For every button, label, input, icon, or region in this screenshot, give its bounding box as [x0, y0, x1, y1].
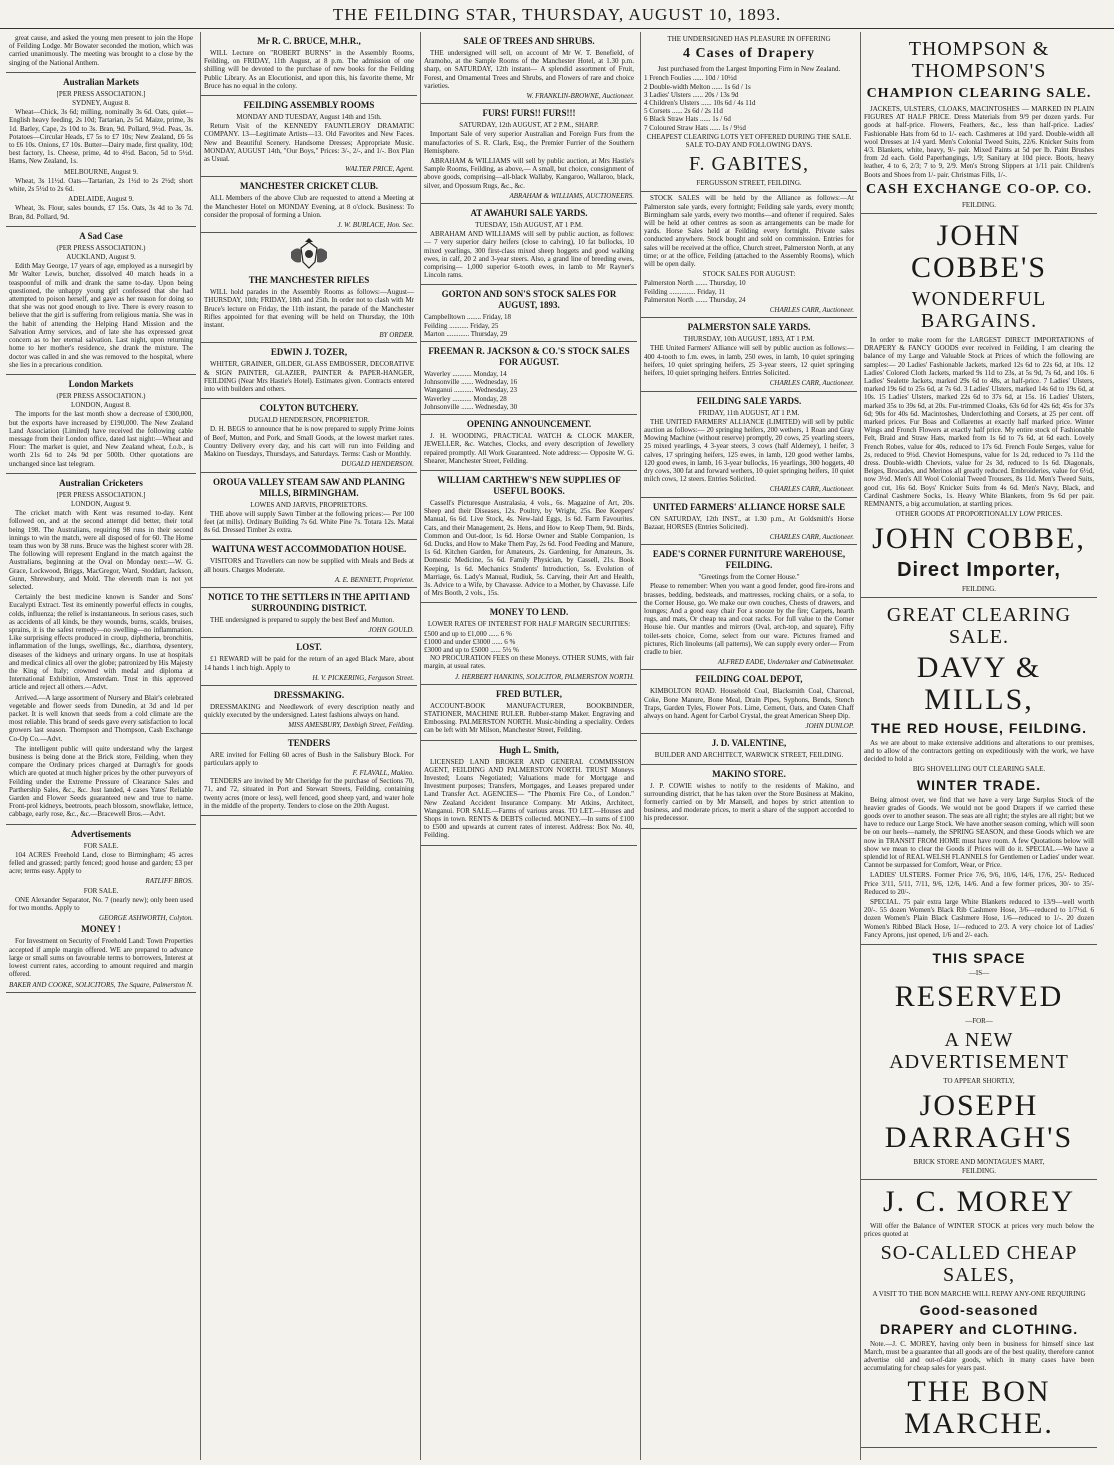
money-lend-title: MONEY TO LEND. — [489, 607, 569, 618]
sydney-dateline: SYDNEY, August 8. — [72, 99, 130, 108]
butchery-advt — [201, 399, 417, 472]
dressmaking-title: DRESSMAKING. — [273, 689, 345, 700]
column-adverts-1 — [200, 32, 417, 1460]
separator-signature: GEORGE ASHWORTH, Colyton. — [99, 914, 193, 923]
drapery-item: 5 Corsets ...... 2s 6d / 2s 11d — [644, 107, 723, 116]
masthead: THE FEILDING STAR, THURSDAY, AUGUST 10, 1893. — [0, 4, 1114, 29]
freeman-line: Johnsonville ....... Wednesday, 16 — [424, 378, 518, 387]
furs-date: SATURDAY, 12th AUGUST, AT 2 P.M., SHARP. — [459, 121, 599, 130]
furs-auction-text: ABRAHAM & WILLIAMS will sell by public auction, at Mrs Hastie's Sample Rooms, Feilding, as above,— A small, but choice, consignment of above goods, comprising—all-black Wallaby, Kangaroo, Wallaroo, black, silver, and Opossum Rugs, &c., &c. — [424, 157, 634, 190]
thompson-text: JACKETS, ULSTERS, CLOAKS, MACINTOSHES — MARKED IN PLAIN FIGURES AT HALF PRICE. Dress Materials from 9/9 per dozen yards. Fur goods at half-price. Flowers, Feathers, &c., less than half-price. Ladies' Fashionable Hats from 6d to 1/- each. Cashmeres at 10d yard. Double-width all wool Dresses at 1/4 yard. Men's Colonial Tweed Suits, 22/6. Knicker Suits from 4/3. Blankets, white, heavy, 9/- pair. Mixed Paints at 5d per lb. Paint Brushes from 2d each. Gold Paperhangings, 1/9; Sanitary at 10d piece. Boots, heavy leather, 4 to 6, 2/3; 7 to 9, 2/9. Men's Strong Slippers at 1/11 pair. Children's Boots and Shoes from 1/- pair. Christmas Fills, 1/-. — [864, 105, 1094, 179]
cricketers-source: [PER PRESS ASSOCIATION.] — [56, 490, 146, 499]
tenders-text: ARE invited for Felling 60 acres of Bush in the Salisbury Block. For particulars apply to — [204, 750, 414, 767]
butler-title: FRED BUTLER, — [495, 688, 562, 699]
furs-title: FURS! FURS!! FURS!!! — [482, 108, 576, 119]
sydney-markets-text: Wheat—Chick, 3s 6d; milling, nominally 3s 6d. Oats, quiet—English heavy feeding, 2s 10d; Tartarian, 2s 5d. Maize, prime, 3s 1d. Barley, Cape, 2s 10d to 3s. Bran, 9d. Pollard, 9½d. Peas, 3s. Potatoes—Circular Heads, £7 5s to £7 10s; New Zealand, £6 5s to £6 10s. Onions, £7 10s. Butter—Dairy made, first quality, 10d; best factory, 1s. Cheese, prime, 4d to 4½d. Bacon, 5d to 5½d. Hams, New Zealand, 1s. — [9, 108, 193, 166]
thompson-title: THOMPSON & THOMPSON'S — [908, 38, 1050, 82]
for-sale-heading-2: FOR SALE. — [83, 886, 119, 895]
assembly-dates: MONDAY AND TUESDAY, August 14th and 15th. — [236, 113, 382, 122]
palmerston-title: PALMERSTON SALE YARDS. — [687, 322, 811, 333]
london-markets-title: London Markets — [68, 378, 134, 389]
waituna-advt — [201, 540, 417, 588]
australian-markets-title: Australian Markets — [63, 76, 139, 87]
cash-exchange-place: FEILDING. — [961, 200, 997, 209]
smith-title: Hugh L. Smith, — [499, 744, 559, 755]
rifles-signature: BY ORDER. — [379, 331, 414, 340]
davy-mills-title: DAVY & MILLS, — [916, 650, 1042, 716]
freeman-sales-advt — [421, 342, 637, 415]
sad-case-source: (PER PRESS ASSOCIATION.) — [56, 243, 146, 252]
carthew-advt — [421, 471, 637, 603]
advertisements-section — [6, 825, 196, 993]
cobbe-2-title: JOHN COBBE, — [872, 521, 1086, 555]
space-reserved: RESERVED — [894, 980, 1064, 1014]
carthew-title: WILLIAM CARTHEW'S NEW SUPPLIES OF USEFUL BOOKS. — [437, 474, 621, 496]
freeman-line: Wanganui ........... Wednesday, 23 — [424, 386, 517, 395]
money-advt: For Investment on Security of Freehold Land: Town Properties accepted if ample margin offered. WE are prepared to advance large or small sums on favourable terms to borrowers, Interest at lowest current rates, according to amount required and margin offered. — [9, 937, 193, 979]
adelaide-dateline: ADELAIDE, August 9. — [68, 195, 134, 204]
space-title: THIS SPACE — [932, 949, 1026, 966]
morey-good: Good-seasoned — [919, 1301, 1039, 1318]
darragh-place: FEILDING. — [961, 1166, 997, 1175]
butchery-signature: DUGALD HENDERSON. — [341, 460, 414, 469]
davy-mills-big: BIG SHOVELLING OUT CLEARING SALE. — [912, 765, 1046, 774]
lost-advt — [201, 638, 417, 686]
horse-sale-signature: CHARLES CARR, Auctioneer. — [769, 532, 854, 541]
thompson-sub: CHAMPION CLEARING SALE. — [866, 86, 1092, 101]
darragh-title: JOSEPH DARRAGH'S — [884, 1088, 1074, 1154]
furs-signature: ABRAHAM & WILLIAMS, AUCTIONEERS. — [509, 191, 634, 200]
column-news — [6, 32, 196, 1460]
rifles-text: WILL hold parades in the Assembly Rooms as follows:—August—THURSDAY, 10th; FRIDAY, 18th and 25th. In order not to clash with Mr Bruce's lecture on Friday, the 11th instant, the parade of the Manchester Rifles appointed for that evening will be held on Thursday, the 10th instant. — [204, 288, 414, 330]
freeman-line: Waverley ........... Monday, 14 — [424, 370, 507, 379]
morey-note: Note.—J. C. MOREY, having only been in business for himself since last March, must be a guarantee that all goods are of the best quality, therefore cannot advertise old and out-of-date goods, which in many cases have been accumulating for cheap sales for years past. — [864, 1339, 1094, 1373]
tenders-2-text: TENDERS are invited by Mr Cheridge for the purchase of Sections 70, 71, and 72, situated in Port and Stewart Streets, Feilding, containing twenty acres (more or less), well fenced, good sheep yard, and water hole in the middle of the property. Tenders to close on the 20th August. — [204, 777, 414, 810]
tenders-signature: F. FLAVALL, Makino. — [352, 768, 414, 777]
bon-marche-title: THE BON MARCHE. — [904, 1375, 1054, 1441]
furs-sale-advt — [421, 104, 637, 204]
lodge-report-text: great cause, and asked the young men present to join the Hope of Feilding Lodge. Mr Bowater seconded the motion, which was carried unanimously. The meeting was brought to a close by the singing of the National Anthem. — [9, 34, 193, 67]
morey-text: Will offer the Balance of WINTER STOCK at prices very much below the prices quoted at — [864, 1221, 1094, 1239]
davy-mills-sub: THE RED HOUSE, FEILDING. — [870, 719, 1088, 736]
saw-mill-text: THE above will supply Sawn Timber at the following prices:— Per 100 feet (at mills). Ordinary Building 7s 6d. White Pine 7s. Totara 12s. Matai 8s 6d. Dressed Timber 2s extra. — [204, 509, 414, 535]
feilding-sale-date: FRIDAY, 11th AUGUST, AT 1 P.M. — [698, 408, 800, 417]
eade-text: Please to remember: When you want a good fender, good fire-irons and brasses, bedding, bedsteads, and mattresses, rocking chairs, or a sofa, to the Corner House, go. We make our own couches, Chests of drawers, and lounges; And a good easy chair For a snooze by the fire; Carpets, hearth rugs, and mats, Or cheap tea and coat racks. For full value to the Corner House hie. Our mantles and mirrors (Oval, arch-top, and square), Fifty toilet-sets choice, Come, select from our ware. Pictures framed and pictures, Rich linoleums (all patterns), We can supply every order— From cradle to bier. — [644, 582, 854, 656]
settlers-signature: JOHN GOULD. — [368, 626, 414, 635]
money-lend-text: NO PROCURATION FEES on these Moneys. OTHER SUMS, with fair margin, at usual rates. — [424, 654, 634, 671]
drapery-item: 7 Coloured Straw Hats ...... 1s / 9½d — [644, 123, 746, 132]
dressmaking-advt — [201, 686, 417, 734]
assembly-signature: WALTER PRICE, Agent. — [345, 165, 414, 174]
drapery-top: THE UNDERSIGNED HAS PLEASURE IN OFFERING — [667, 35, 831, 43]
palmerston-signature: CHARLES CARR, Auctioneer. — [769, 379, 854, 388]
assembly-text: Return Visit of the KENNEDY FAUNTLEROY DRAMATIC COMPANY. 13—Legitimate Artists—13. Old Favorites and New Faces. New and Beautiful Scenery. Handsome Dresses; Appropriate Music. MONDAY, AUGUST 14th, "Our Boys," Prices: 3/-, 2/-, and 1/-. Box Plan as Usual. — [204, 122, 414, 164]
saw-mill-title: OROUA VALLEY STEAM SAW AND PLANING MILLS, BIRMINGHAM. — [213, 476, 405, 498]
money-lend-signature: J. HERBERT HANKINS, SOLICITOR, PALMERSTON NORTH. — [455, 672, 634, 681]
drapery-item: 4 Children's Ulsters ...... 10s 6d / 4s 11d — [644, 99, 756, 108]
london-markets-source: (PER PRESS ASSOCIATION.) — [56, 391, 146, 400]
trees-sale-signature: W. FRANKLIN-BROWNE, Auctioneer. — [526, 92, 634, 101]
gabites-title: F. GABITES, — [689, 153, 809, 176]
valentine-text: BUILDER AND ARCHITECT, WARWICK STREET, FEILDING. — [654, 751, 844, 760]
drapery-sub: Just purchased from the Largest Importing Firm in New Zealand. — [657, 65, 841, 74]
dressmaking-signature: MISS AMESBURY, Denbigh Street, Feilding. — [288, 721, 414, 730]
eade-sub: "Greetings from the Corner House." — [698, 573, 800, 582]
space-new: A NEW ADVERTISEMENT — [889, 1029, 1069, 1074]
stock-line: Palmerston North ....... Thursday, 10 — [644, 279, 746, 288]
feilding-sale-advt — [641, 392, 857, 498]
morey-drapery: DRAPERY and CLOTHING. — [879, 1320, 1079, 1337]
australian-markets — [6, 73, 196, 227]
furs-text: Important Sale of very superior Australian and Foreign Furs from the manufactories of S. R. Clark, Esq., the Premier Furrier of the Southern Hemisphere. — [424, 130, 634, 155]
cobbe-2-place: FEILDING. — [961, 584, 997, 593]
feilding-sale-signature: CHARLES CARR, Auctioneer. — [769, 485, 854, 494]
drapery-item: 6 Black Straw Hats ...... 1s / 6d — [644, 115, 731, 124]
awahuri-sale-advt — [421, 204, 637, 285]
bruce-title: Mr R. C. BRUCE, M.H.R., — [257, 36, 361, 46]
lost-text: £1 REWARD will be paid for the return of an aged Black Mare, about 14 hands 1 inch high. Apply to — [204, 655, 414, 672]
winter-special: SPECIAL. 75 pair extra large White Blankets reduced to 13/9—well worth 20/-. 55 dozen Women's Black Rib Cashmere Hose, 3/6—reduced to 1/7½d. 6 dozen Women's Plain Black Cashmere Hose, 1/6—reduced to 1/-. 20 dozen Women's Ribbed Black Hose, 1/—reduced to 2/3. A very choice lot of Ladies' Fancy Aprons, just opened, 1/6 and 2/- each. — [864, 897, 1094, 939]
rifles-advt — [201, 233, 417, 343]
smith-advt — [421, 741, 637, 846]
makino-title: MAKINO STORE. — [712, 768, 786, 779]
gorton-line: Campbelltown ........ Friday, 18 — [424, 313, 512, 322]
money-signature: BAKER AND COOKE, SOLICITORS, The Square, Palmerston N. — [9, 980, 194, 989]
cobbe-sub: WONDERFUL BARGAINS. — [911, 288, 1047, 333]
feilding-sale-title: FEILDING SALE YARDS. — [696, 395, 802, 406]
settlers-notice — [201, 588, 417, 638]
winter-trade-title: WINTER TRADE. — [916, 776, 1042, 793]
cricket-club-text: ALL Members of the above Club are requested to attend a Meeting at the Manchester Hotel on MONDAY Evening, at 8 o'clock. Business: To consider the proposal of forming a Union. — [204, 194, 414, 219]
drapery-item: 1 French Foulies ...... 10d / 10½d — [644, 74, 737, 83]
london-markets-text: The imports for the last month show a decrease of £300,000, but the exports have increased by £190,000. The New Zealand Land Association (Limited) have received the following cable message from their London office, dated last night:—Wheat and Flour: The market is quiet, and New Zealand wheat, f.o.b., is worth 21s 6d to 24s 9d per 500lb. Other quotations are unchanged since last telegram. — [9, 410, 193, 468]
money-lend-rate: £3000 and up to £5000 ...... 5½ % — [424, 645, 519, 654]
gorton-sales-advt — [421, 285, 637, 342]
eade-title: EADE'S CORNER FURNITURE WAREHOUSE, FEILDING. — [652, 549, 846, 571]
stock-line: Feilding ............... Friday, 11 — [644, 287, 726, 296]
coal-depot-title: FEILDING COAL DEPOT, — [695, 674, 803, 685]
settlers-text: THE undersigned is prepared to supply the best Beef and Mutton. — [210, 615, 395, 624]
morey-advt — [861, 1180, 1097, 1448]
seeds-advt: Arrived.—A large assortment of Nursery and Blair's celebrated vegetable and flower seeds from Dunedin, at 3d and 1d per packet. It is well known that seeds from a cold climate are the most reliable. This brand of seeds gave every satisfaction to local growers last season. Thompson and Thompson, Cash Exchange Co-Op Co.—Advt. — [9, 693, 193, 743]
for-sale-heading: FOR SALE. — [83, 841, 119, 850]
horse-sale-title: UNITED FARMERS' ALLIANCE HORSE SALE — [652, 501, 846, 512]
great-clearing-title: GREAT CLEARING SALE. — [886, 603, 1072, 648]
sad-case-text: Edith May George, 17 years of age, employed as a nursegirl by Mr Walter Lewis, butcher, dissolved 40 match heads in a teaspoonful of milk and drank the same to-day. Upon being questioned, the unhappy young girl confessed that she had attempted to poison herself, and gave as her reason for doing so that she was not good enough to live. There is every reason to believe that the girl is suffering from religious mania. She was in the habit of attending the Helping Hand Mission and the Salvation Army services, and of late she has expressed great concern as to her eternal salvation. Last night, upon returning home to her mother's residence, she drank the mixture. The doctor was called in and she was removed to the hospital, where she lies in a precarious condition. — [9, 262, 193, 369]
wooding-advt — [421, 415, 637, 471]
valentine-advt — [641, 734, 857, 764]
settlers-title: NOTICE TO THE SETTLERS IN THE APITI AND SURROUNDING DISTRICT. — [208, 591, 410, 613]
cricket-club-advt — [201, 177, 417, 233]
sad-case-article — [6, 227, 196, 375]
money-lend-rate: £1000 and under £3000 ...... 6 % — [424, 637, 516, 646]
waituna-title: WAITUNA WEST ACCOMMODATION HOUSE. — [211, 544, 407, 555]
lodge-report — [6, 32, 196, 73]
morey-cheap: SO-CALLED CHEAP SALES, — [880, 1242, 1078, 1287]
advertisements-title: Advertisements — [71, 828, 131, 839]
feilding-sale-text: THE UNITED FARMERS' ALLIANCE (LIMITED) will sell by public auction as follows:— 20 springing heifers, 200 wethers, 1 Roan and Gray Mowing Machine (without reserve) promptly, 20 cows, 25 yearling steers, 25 mixed yearlings, 4 3-year steers, 3 cows (half Alderney), 1 heifer, 3 calves, 17 springing heifers, 125 ewes, in lamb, 120 good wether lambs, 120 good ewes, in lamb, 16 3-year bullocks, 16 yearlings, 300 hoggets, 40 dry cows, 300 fat and forward wethers, 10 quiet springing heifers, 10 quiet milch cows, 12 steers. Entries Solicited. — [644, 417, 854, 484]
davy-mills-advt — [861, 598, 1097, 945]
acres-signature: RATLIFF BROS. — [145, 877, 193, 886]
waituna-signature: A. E. BENNETT, Proprietor. — [334, 575, 414, 584]
palmerston-sale-advt — [641, 318, 857, 391]
cobbe-title: JOHN COBBE'S — [910, 219, 1048, 285]
saw-mill-owners: LOWES AND JARVIS, PROPRIETORS. — [250, 500, 368, 509]
trees-sale-text: THE undersigned will sell, on account of Mr W. T. Benefield, of Aramoho, at the Sample Rooms of the Manchester Hotel, at 1.30 p.m. sharp, on SATURDAY, 12th instant— A splendid assortment of Fruit, Forest, and Ornamental Trees and Shrubs, and Flowers of rare and choice varieties. — [424, 49, 634, 90]
stock-august-heading: STOCK SALES FOR AUGUST: — [702, 270, 796, 279]
space-is: —IS— — [968, 968, 990, 977]
awahuri-date: TUESDAY, 15th AUGUST, AT 1 P.M. — [475, 221, 583, 230]
money-lend-advt — [421, 603, 637, 684]
sanders-advt: Certainly the best medicine known is Sander and Sons' Eucalypti Extract. Test its eminently powerful effects in coughs, colds, influenza; the relief is instantaneous. In serious cases, such as accidents of all kinds, be they wounds, burns, scalds, bruises, sprains, it is the safest remedy—no swelling—no inflammation. Like surprising effects produced in croup, diphtheria, bronchitis, inflammation of the lungs, swellings, &c., diarrhœa, dysentery, diseases of the kidneys and urinary organs. In use at hospitals and medical clinics all over the globe; patronized by His Majesty the King of Italy; crowned with medal and diploma at International Exhibition, Amsterdam. Trust in this approved article and reject all others.—Advt. — [9, 593, 193, 692]
tenders-title: TENDERS — [287, 737, 331, 748]
acres-advt: 104 ACRES Freehold Land, close to Birmingham; 45 acres felled and grassed; partly fenced; good house and garden; £3 per acre; terms easy. Apply to — [9, 850, 193, 876]
butchery-text: D. H. BEGS to announce that he is now prepared to supply Prime Joints of Beef, Mutton, and Pork, and Small Goods, at the lowest market rates. Country Delivery every day, and his cart will run into Feilding and Makino on Tuesdays, Thursdays, and Saturdays. Terms: Cash or Monthly. — [204, 425, 414, 459]
carthew-text: Cassell's Picturesque Australasia, 4 vols., 6s. Magazine of Art, 20s. Sheep and their Diseases, 12s. Poultry, by Wright, 25s. Bee Keepers' Manual, 6s 6d. Live Stock, 4s. New-laid Eggs, 1s 6d. Farm Favourites. Cats, and their Management, 2s. Hens, and How to Keep Them, 9d. Birds, Common and Out-door, 1s 6d. Horse Owner and Stable Companion, 1s 6d. Ducks, and How to Make Them Pay, 2s 6d. Food Feeding and Manure, 1s 6d. Kitchen Garden, for Amateurs, 2s. Gardening, for Amateurs, 3s. Domestic Medicine, 5s 6d. Family Physician, by Cassell, 21s. Book Keeping, 1s 6d. Mechanics Students' Introduction, 5s. Evolution of Marriage, 6s. Lady's Manual, Rudiuk, 5s. Carving, their Art and Health, 3s. Advice to a Wife, by Chavasse. Advice to a Mother, by Chavasse. Life of Mrs Booth, 2 vols., 15s. — [424, 498, 634, 598]
sad-case-title: A Sad Case — [79, 230, 123, 241]
tenders-advt — [201, 734, 417, 816]
coal-depot-text: KIMBOLTON ROAD. Household Coal, Blacksmith Coal, Charcoal, Coke, Bone Manure, Bone Meal, Drain Pipes, Syphons, Bends, Stench Traps, Garden Tyles, Flower Pots. Lime, Cement, Oats, and Oaten Chaff always on hand. Agent for Carbol Crystal, the great American Sheep Dip. — [644, 687, 854, 720]
lost-signature: H. V. PICKERING, Ferguson Street. — [312, 673, 414, 682]
cricket-club-title: MANCHESTER CRICKET CLUB. — [239, 181, 379, 192]
space-appear: TO APPEAR SHORTLY, — [943, 1077, 1015, 1086]
cobbe-2-sub: Direct Importer, — [897, 558, 1061, 581]
gorton-title: GORTON AND SON'S STOCK SALES FOR AUGUST, 1893. — [441, 289, 617, 311]
money-heading: MONEY ! — [81, 924, 121, 935]
freeman-line: Johnsonville ....... Wednesday, 30 — [424, 402, 518, 411]
tozer-advt — [201, 343, 417, 399]
waituna-text: VISITORS and Travellers can now be supplied with Meals and Beds at all hours. Charges Moderate. — [204, 557, 414, 574]
column-large-adverts — [860, 32, 1097, 1460]
london-dateline: LONDON, August 8. — [71, 401, 131, 410]
melbourne-dateline: MELBOURNE, August 9. — [64, 167, 138, 176]
makino-advt — [641, 765, 857, 829]
space-for: —FOR— — [965, 1017, 993, 1026]
cricket-club-signature: J. W. BURLACE, Hon. Sec. — [337, 221, 414, 230]
australian-markets-source: [PER PRESS ASSOCIATION.] — [56, 89, 146, 98]
drapery-item: 3 Ladies' Ulsters ...... 20s / 13s 9d — [644, 90, 739, 99]
darragh-sub: BRICK STORE AND MONTAGUE'S MART, — [913, 1157, 1045, 1166]
darragh-advt: The intelligent public will quite understand why the largest business is being done at the Brick store, Feilding, when they compare the Ordinary prices charged at Darragh's for goods which are quoted at much higher prices by the other purveyors of Feilding under the Extreme Pressure of Clearance Sales and Parthership Sales, &c., &c. Just landed, 4 cases Yates' Reliable Garden and Flower Seeds guaranteed new and true to name. Front-prol kidneys, beetroots, peach blossom, snowflake, lettuce, cabbage, early rose, &c., &c.—Bracewell Bros.—Advt. — [9, 744, 193, 819]
assembly-title: FEILDING ASSEMBLY ROOMS — [243, 100, 375, 111]
palmerston-date: THURSDAY, 10th AUGUST, 1893, AT 1 P.M. — [683, 335, 815, 344]
alliance-stock-text: STOCK SALES will be held by the Alliance as follows:—At Palmerston sale yards, every fortnight; Feilding sale yards, every month; Birmingham sale yards, every two months—and oftener if required. Sales will be held at other centres as soon as arrangements can be made for yards. Horse Sales held at Feilding every fortnight. Private sales conducted anywhere. Stock bought and sold on commission. Entries for sales will be received at the office, Church street, Palmerston North, at any time; or at the office, Feilding (attached to the Assembly Rooms), which will be open daily. — [644, 194, 854, 269]
assembly-rooms-advt — [201, 96, 417, 177]
eade-signature: ALFRED EADE, Undertaker and Cabinetmaker. — [717, 658, 854, 667]
makino-text: J. P. COWIE wishes to notify to the residents of Makino, and surrounding district, that he has taken over the Store Business at Makino, formerly carried on by Mr Mansell, and hopes by strict attention to business, and moderate prices, to merit a share of the support accorded to his predecessor. — [644, 781, 854, 823]
bruce-lecture — [201, 32, 417, 96]
melbourne-markets-text: Wheat, 3s 11½d. Oats—Tartarian, 2s 1½d to 2s 2½d; short white, 2s 5½d to 2s 6d. — [9, 176, 193, 194]
horse-sale-advt — [641, 498, 857, 546]
separator-advt: ONE Alexander Separator, No. 7 (nearly new); only been used for two months. Apply to — [9, 895, 193, 913]
winter-trade-text: Being almost over, we find that we have a very large Surplus Stock of the heavier grades of Goods. We would not be good Drapers if we carried these goods over to another season. The seas are all right; the styles are all right; but we have to reduce our Large Stock. We have another season coming, which will soon be on our heels—namely, the SPRING SEASON, and these Goods which we are now in TRANSIT FROM HOME must have room. A few Quotations below will show we mean to clear the Goods if Prices will do it. SPECIAL.—We have a splendid lot of REAL WELSH FLANNELS for Gentlemen or Ladies' under wear. Cannot be surpassed for Comfort, Wear, or Price. — [864, 795, 1094, 870]
cobbe-advt — [861, 214, 1097, 598]
stock-line: Palmerston North ....... Thursday, 24 — [644, 295, 746, 304]
cricketers-article — [6, 474, 196, 825]
tozer-title: EDWIN J. TOZER, — [270, 347, 348, 358]
alliance-stock-advt — [641, 192, 857, 318]
money-lend-sub: LOWER RATES OF INTEREST FOR HALF MARGIN SECURITIES: — [427, 620, 631, 629]
butler-text: ACCOUNT-BOOK MANUFACTURER, BOOKBINDER, STATIONER, MACHINE RULER. Rubber-stamp Maker. Engraving and Embossing. PALMERSTON NORTH. Music-binding a speciality. Orders can be left with Mr Milson, Manchester Street, Feilding. — [424, 701, 634, 735]
lost-title: LOST. — [296, 642, 322, 653]
coal-depot-signature: JOHN DUNLOP. — [805, 722, 854, 731]
gabites-drapery-advt — [641, 32, 857, 192]
freeman-title: FREEMAN R. JACKSON & CO.'S STOCK SALES FOR AUGUST. — [428, 346, 630, 368]
london-markets — [6, 375, 196, 474]
valentine-title: J. D. VALENTINE, — [711, 738, 787, 749]
horse-sale-text: ON SATURDAY, 12th INST., at 1.30 p.m., At Goldsmith's Horse Bazaar, HORSES (Entries Solicited). — [644, 514, 854, 531]
stock-signature: CHARLES CARR, Auctioneer. — [769, 306, 854, 315]
rifles-title: THE MANCHESTER RIFLES — [248, 275, 370, 286]
trees-sale-title: SALE OF TREES AND SHRUBS. — [463, 36, 595, 46]
awahuri-title: AT AWAHURI SALE YARDS. — [470, 208, 588, 219]
saw-mill-advt — [201, 473, 417, 541]
gorton-line: Feilding ........... Friday, 25 — [424, 321, 499, 330]
smith-text: LICENSED LAND BROKER AND GENERAL COMMISSION AGENT, FEILDING AND PALMERSTON NORTH. TRUST Moneys Invested; Loans Negotiated; Valuations made for Mortgage and Investment purposes; Transfers, Mortgages, and Leases prepared under Land Transfer Act. AGENCIES— "The Phœnix Fire Co., of London." New Zealand Accident Insurance Company. Mr Atkins, Architect, Wanganui. FOR SALE.—Farms of various areas. TO LET.—Houses and Shops in town. RENTS & DEBTS collected. MONEY.—In sums of £100 to £500 and upwards at current rates of interest. Address: Box No. 40, Feilding. — [424, 757, 634, 840]
drapery-item: 2 Double-width Melton ...... 1s 6d / 1s — [644, 82, 751, 91]
reserved-space-advt — [861, 945, 1097, 1180]
bruce-text: WILL Lecture on "ROBERT BURNS" in the Assembly Rooms, Feilding, on FRIDAY, 11th August, at 8 p.m. The admission of one shilling will be devoted to the purchase of new books for the Feilding Public Library. As an Elocutionist, and upon this, his favorite theme, Mr Bruce has no equal in the colony. — [204, 49, 414, 90]
drapery-title: 4 Cases of Drapery — [683, 46, 815, 62]
opening-title: OPENING ANNOUNCEMENT. — [466, 419, 592, 430]
butler-advt — [421, 685, 637, 741]
morey-title: J. C. MOREY — [882, 1184, 1076, 1218]
coal-depot-advt — [641, 670, 857, 734]
thompson-advt — [861, 32, 1097, 214]
wooding-text: J. H. WOODING, PRACTICAL WATCH & CLOCK MAKER, JEWELLER, &c. Watches, Clocks, and every description of Jewellery repaired promptly. All Work Guaranteed. Note address:— Opposite W. G. Shearer, Manchester Street, Feilding. — [424, 432, 634, 465]
gorton-line: Marton ............. Thursday, 29 — [424, 329, 508, 338]
sad-case-dateline: AUCKLAND, August 9. — [66, 253, 136, 262]
cobbe-text: In order to make room for the LARGEST DIRECT IMPORTATIONS of DRAPERY & FANCY GOODS ever received in Feilding, I am clearing the balance of my Large and Valuable Stock at Prices of which the following are samples:— 20 Ladies' Fashionable Jackets, marked 12s 6d to 22s 6d, at 10s. 12 Ladies' Colored Cloth Jackets, marked 9s 11d to 23s, at 5s 9d, 7s 6d, and 10s. 6 Ladies' Sealette Jackets, marked 29s 6d to 48s, at half-price. 7 Ladies' Ulsters, marked 19s 6d to 25s 6d, at 7s 6d. 3 Ladies' Ulsters, marked 14s 6d to 19s 6d, at 10s. 15 Ladies' Ulsters, marked 22s 6d to 37s 6d, at 15s. 16 Ladies' Ulsters, marked 35s to 39s 6d, at 20s. Fur-trimmed Cloaks, 63s 6d for 42s 6d; 45s for 37s 6d; 90s for 40s 6d. Macintoshes, Underclothing and Corsets, at 25 per cent. off marked prices. Fur Boas and Collarettes at exactly half marked price. Winter Wings and Fronch Flowers at exactly half price. My entire stock of Fashionable Felt, Braid and Straw Hats, marked from 1s 6d to 7s 6d, at 6d each. Lovely French Robes, value for 40s, reduced to 17s 6d. French Foule Serges, value for 2s, reduced to 9½d. Cheviot Homespuns, value for 1s 2d, reduced to 7s 11d the dress. Double-width Cheviots, value for 2s 3d, reduced to 1s 6d. Diagonals, Beiges, Brocades, and Merinos all greatly reduced. Embroideries, value for 6½d, now 3½d. Men's All Wool Colonial Tweed Trousers, 8s 11d. Men's Tweed Suits, good cut, 16s 6d. Boys' Knicker Suits from 4s 6d. Men's Navy, Black, and Cardinal Cashmere Socks, 1s. Heavy White Blankets, from 9s 6d per pair. REMNANTS, a big accumulation, at startling prices. — [864, 336, 1094, 509]
cobbe-other: OTHER GOODS AT PROPORTIONALLY LOW PRICES. — [895, 510, 1063, 519]
drapery-offer: CHEAPEST CLEARING LOTS YET OFFERED DURING THE SALE. SALE TO-DAY AND FOLLOWING DAYS. — [646, 132, 852, 150]
morey-visit: A VISIT TO THE BON MARCHE WILL REPAY ANY-ONE REQUIRING — [872, 1290, 1086, 1299]
cricketers-dateline: LONDON, August 9. — [71, 499, 131, 508]
freeman-line: Waverley ........... Monday, 28 — [424, 394, 507, 403]
winter-ulsters: LADIES' ULSTERS. Former Price 7/6, 9/6, 10/6, 14/6, 17/6, 25/- Reduced Price 3/11, 5/11, 7/11, 9/6, 12/6, 14/6. And a few former prices, 30/- to 35/- Reduced to 20/-. — [864, 871, 1094, 896]
awahuri-text: ABRAHAM AND WILLIAMS will sell by public auction, as follows:— 7 very superior dairy heifers (close to calving), 10 fat bullocks, 10 mixed yearlings, 300 first-class mixed sheep hoggets and good walking ewes, in calf, 20 2 and 3-year steers. Also, a grand line of breeding ewes, comprising— 1,000 superior 6-tooth ewes, in lamb to Mr Rayner's Lincoln rams. — [424, 230, 634, 280]
cricketers-text: The cricket match with Kent was resumed to-day. Kent followed on, and at the second attempt did better, their total being 198. The Australians, requiring 98 runs in their second innings to win the match, were all disposed of for 60. The Home team thus won by 38 runs. Bruce was the highest scorer with 28. The following will represent England in the match against the Australians, beginning at the Oval on Monday next:—W. G. Grace, Lockwood, Briggs, MacGregor, Ward, Stoddart, Jackson, Gunn, Shrewsbury, and Mold. The eleventh man is not yet selected. — [9, 509, 193, 591]
dressmaking-text: DRESSMAKING and Needlework of every description neatly and quickly executed by the undersigned. Latest fashions always on hand. — [204, 702, 414, 720]
column-adverts-3 — [640, 32, 857, 1460]
money-lend-rate: £500 and up to £1,000 ...... 6 % — [424, 629, 512, 638]
davy-mills-text: As we are about to make extensive additions and alterations to our premises, and to allow of the contractors getting on expeditiously with the work, we have decided to hold a — [864, 738, 1094, 764]
column-adverts-2 — [420, 32, 637, 1460]
palmerston-text: THE United Farmers' Alliance will sell by public auction as follows:— 400 4-tooth to f.m. ewes, in lamb, 250 ewes, in lamb, 10 quiet springing heifers, 10 quiet springing heifers, 25 3-year steers, 12 quiet springing heifers, 10 quiet springing heifers. Entries Solicited. — [644, 344, 854, 378]
cash-exchange-title: CASH EXCHANGE CO-OP. CO. — [865, 181, 1093, 197]
eade-advt — [641, 545, 857, 670]
trees-sale-advt — [421, 32, 637, 104]
cricketers-title: Australian Cricketers — [59, 477, 143, 488]
butchery-proprietor: DUGALD HENDERSON, PROPRIETOR. — [248, 416, 370, 425]
royal-crest-icon — [287, 238, 331, 272]
adelaide-markets-text: Wheat, 3s. Flour, sales bounds, £7 15s. Oats, 3s 4d to 3s 7d. Bran, 8d. Pollard, 9d. — [9, 204, 193, 221]
butchery-title: COLYTON BUTCHERY. — [259, 403, 359, 414]
tozer-text: WHITER, GRAINER, GILDER, GLASS EMBOSSER, DECORATIVE & SIGN PAINTER, GLAZIER, PAINTER & PAPER-HANGER, FEILDING (Near Mrs Hastie's Hotel). Estimates given. Contracts entered into with builders and others. — [204, 360, 414, 394]
gabites-address: FERGUSSON STREET, FEILDING. — [696, 179, 802, 188]
